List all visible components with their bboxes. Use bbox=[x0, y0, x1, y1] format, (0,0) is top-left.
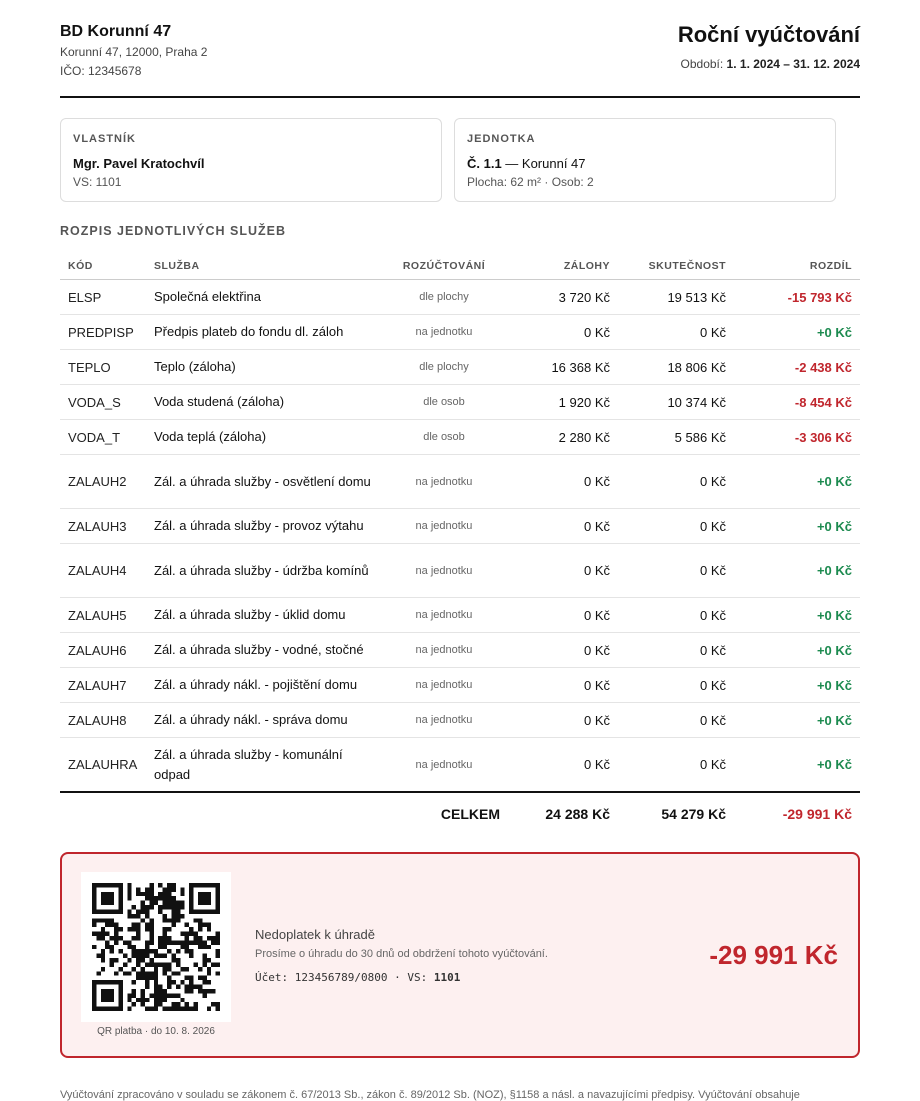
cell-allocation: na jednotku bbox=[380, 315, 508, 350]
payment-title: Nedoplatek k úhradě bbox=[255, 927, 375, 942]
organization-ico: IČO: 12345678 bbox=[60, 64, 142, 78]
cell-actual: 0 Kč bbox=[618, 455, 734, 509]
cell-actual: 0 Kč bbox=[618, 544, 734, 598]
services-table bbox=[60, 253, 860, 835]
cell-actual: 19 513 Kč bbox=[618, 280, 734, 315]
cell-code: ZALAUH4 bbox=[60, 544, 146, 598]
cell-difference: +0 Kč bbox=[734, 668, 860, 703]
total-row bbox=[60, 792, 860, 835]
cell-difference: -8 454 Kč bbox=[734, 385, 860, 420]
table-row bbox=[60, 544, 860, 598]
payment-box bbox=[60, 852, 860, 1058]
cell-advances: 0 Kč bbox=[508, 598, 618, 633]
cell-advances: 16 368 Kč bbox=[508, 350, 618, 385]
cell-advances: 3 720 Kč bbox=[508, 280, 618, 315]
header-actual: SKUTEČNOST bbox=[618, 253, 734, 280]
unit-details: Plocha: 62 m² · Osob: 2 bbox=[467, 175, 594, 189]
table-row bbox=[60, 455, 860, 509]
qr-modules bbox=[92, 883, 220, 1011]
cell-difference: +0 Kč bbox=[734, 703, 860, 738]
cell-difference: +0 Kč bbox=[734, 598, 860, 633]
cell-actual: 10 374 Kč bbox=[618, 385, 734, 420]
payment-account: Účet: 123456789/0800 · VS: 1101 bbox=[255, 971, 461, 984]
cell-code: ZALAUH5 bbox=[60, 598, 146, 633]
cell-code: VODA_T bbox=[60, 420, 146, 455]
header-advances: ZÁLOHY bbox=[508, 253, 618, 280]
cell-code: ZALAUH3 bbox=[60, 509, 146, 544]
header-code: KÓD bbox=[60, 253, 146, 280]
cell-service: Zál. a úhrady nákl. - pojištění domu bbox=[146, 668, 380, 703]
cell-advances: 0 Kč bbox=[508, 738, 618, 793]
owner-card bbox=[60, 118, 442, 202]
cell-advances: 0 Kč bbox=[508, 668, 618, 703]
cell-service: Zál. a úhrada služby - komunální odpad bbox=[146, 738, 380, 793]
cell-allocation: na jednotku bbox=[380, 703, 508, 738]
table-row bbox=[60, 315, 860, 350]
cell-code: ZALAUH7 bbox=[60, 668, 146, 703]
table-row bbox=[60, 633, 860, 668]
table-row bbox=[60, 598, 860, 633]
cell-advances: 0 Kč bbox=[508, 544, 618, 598]
cell-actual: 0 Kč bbox=[618, 633, 734, 668]
cell-service: Zál. a úhrada služby - vodné, stočné bbox=[146, 633, 380, 668]
table-row bbox=[60, 280, 860, 315]
cell-allocation: na jednotku bbox=[380, 738, 508, 793]
cell-service: Zál. a úhrada služby - provoz výtahu bbox=[146, 509, 380, 544]
cell-code: ZALAUHRA bbox=[60, 738, 146, 793]
cell-allocation: na jednotku bbox=[380, 598, 508, 633]
owner-label: VLASTNÍK bbox=[73, 133, 136, 145]
cell-service: Teplo (záloha) bbox=[146, 350, 380, 385]
cell-code: TEPLO bbox=[60, 350, 146, 385]
cell-advances: 0 Kč bbox=[508, 455, 618, 509]
payment-vs: 1101 bbox=[433, 971, 461, 984]
period-label: Období: bbox=[680, 57, 727, 71]
unit-card bbox=[454, 118, 836, 202]
cell-allocation: na jednotku bbox=[380, 455, 508, 509]
cell-difference: -2 438 Kč bbox=[734, 350, 860, 385]
cell-actual: 0 Kč bbox=[618, 598, 734, 633]
cell-allocation: na jednotku bbox=[380, 668, 508, 703]
cell-advances: 0 Kč bbox=[508, 703, 618, 738]
statement-header bbox=[60, 0, 860, 98]
period-value: 1. 1. 2024 – 31. 12. 2024 bbox=[726, 57, 860, 71]
cell-service: Voda teplá (záloha) bbox=[146, 420, 380, 455]
table-row bbox=[60, 703, 860, 738]
cell-actual: 0 Kč bbox=[618, 315, 734, 350]
cell-allocation: dle osob bbox=[380, 420, 508, 455]
cell-code: VODA_S bbox=[60, 385, 146, 420]
account-number: 123456789/0800 bbox=[294, 971, 388, 984]
table-row bbox=[60, 738, 860, 793]
table-row bbox=[60, 668, 860, 703]
cell-advances: 0 Kč bbox=[508, 633, 618, 668]
cell-code: ZALAUH8 bbox=[60, 703, 146, 738]
section-title: ROZPIS JEDNOTLIVÝCH SLUŽEB bbox=[60, 224, 287, 238]
cell-service: Společná elektřina bbox=[146, 280, 380, 315]
cell-allocation: na jednotku bbox=[380, 544, 508, 598]
owner-vs: VS: 1101 bbox=[73, 175, 122, 189]
cell-advances: 1 920 Kč bbox=[508, 385, 618, 420]
unit-number: Č. 1.1 bbox=[467, 156, 502, 171]
cell-difference: +0 Kč bbox=[734, 738, 860, 793]
cell-code: ELSP bbox=[60, 280, 146, 315]
cell-service: Zál. a úhrada služby - údržba komínů bbox=[146, 544, 380, 598]
qr-code-graphic bbox=[92, 883, 220, 1011]
table-row bbox=[60, 385, 860, 420]
unit-label: JEDNOTKA bbox=[467, 133, 536, 145]
table-header-row bbox=[60, 253, 860, 280]
cell-service: Předpis plateb do fondu dl. záloh bbox=[146, 315, 380, 350]
cell-actual: 0 Kč bbox=[618, 738, 734, 793]
cell-actual: 18 806 Kč bbox=[618, 350, 734, 385]
table-row bbox=[60, 350, 860, 385]
qr-code-icon[interactable] bbox=[81, 872, 231, 1022]
cell-code: ZALAUH6 bbox=[60, 633, 146, 668]
billing-period bbox=[681, 57, 860, 71]
total-actual: 54 279 Kč bbox=[618, 792, 734, 835]
cell-difference: +0 Kč bbox=[734, 633, 860, 668]
statement-page bbox=[60, 0, 860, 1101]
cell-service: Voda studená (záloha) bbox=[146, 385, 380, 420]
cell-difference: +0 Kč bbox=[734, 315, 860, 350]
cell-actual: 0 Kč bbox=[618, 509, 734, 544]
cell-allocation: dle plochy bbox=[380, 350, 508, 385]
unit-identifier bbox=[467, 156, 586, 171]
cell-code: PREDPISP bbox=[60, 315, 146, 350]
cell-difference: +0 Kč bbox=[734, 455, 860, 509]
total-advances: 24 288 Kč bbox=[508, 792, 618, 835]
cell-allocation: dle plochy bbox=[380, 280, 508, 315]
total-difference: -29 991 Kč bbox=[734, 792, 860, 835]
organization-address: Korunní 47, 12000, Praha 2 bbox=[60, 45, 208, 59]
cell-actual: 5 586 Kč bbox=[618, 420, 734, 455]
cell-actual: 0 Kč bbox=[618, 703, 734, 738]
cell-actual: 0 Kč bbox=[618, 668, 734, 703]
header-difference: ROZDÍL bbox=[734, 253, 860, 280]
total-label: CELKEM bbox=[60, 792, 508, 835]
cell-code: ZALAUH2 bbox=[60, 455, 146, 509]
cell-advances: 0 Kč bbox=[508, 509, 618, 544]
header-allocation: ROZÚČTOVÁNÍ bbox=[380, 253, 508, 280]
payment-amount: -29 991 Kč bbox=[709, 940, 838, 970]
cell-service: Zál. a úhrada služby - osvětlení domu bbox=[146, 455, 380, 509]
cell-advances: 2 280 Kč bbox=[508, 420, 618, 455]
legal-footer: Vyúčtování zpracováno v souladu se zákonem č. 67/2013 Sb., zákon č. 89/2012 Sb. (NOZ), §1158 a násl. a navazujícími předpisy. Vyúčtování obsahuje bbox=[60, 1089, 800, 1101]
table-row bbox=[60, 420, 860, 455]
unit-address: — Korunní 47 bbox=[501, 156, 586, 171]
cell-difference: -15 793 Kč bbox=[734, 280, 860, 315]
organization-name: BD Korunní 47 bbox=[60, 23, 172, 40]
cell-service: Zál. a úhrada služby - úklid domu bbox=[146, 598, 380, 633]
cell-difference: +0 Kč bbox=[734, 509, 860, 544]
cell-difference: -3 306 Kč bbox=[734, 420, 860, 455]
header-service: SLUŽBA bbox=[146, 253, 380, 280]
cell-advances: 0 Kč bbox=[508, 315, 618, 350]
owner-name: Mgr. Pavel Kratochvíl bbox=[73, 156, 205, 171]
qr-caption: QR platba · do 10. 8. 2026 bbox=[97, 1026, 215, 1037]
cell-difference: +0 Kč bbox=[734, 544, 860, 598]
cell-allocation: na jednotku bbox=[380, 509, 508, 544]
cell-allocation: dle osob bbox=[380, 385, 508, 420]
document-title: Roční vyúčtování bbox=[677, 22, 860, 47]
cell-service: Zál. a úhrady nákl. - správa domu bbox=[146, 703, 380, 738]
cell-allocation: na jednotku bbox=[380, 633, 508, 668]
table-row bbox=[60, 509, 860, 544]
payment-note: Prosíme o úhradu do 30 dnů od obdržení tohoto vyúčtování. bbox=[255, 948, 548, 960]
